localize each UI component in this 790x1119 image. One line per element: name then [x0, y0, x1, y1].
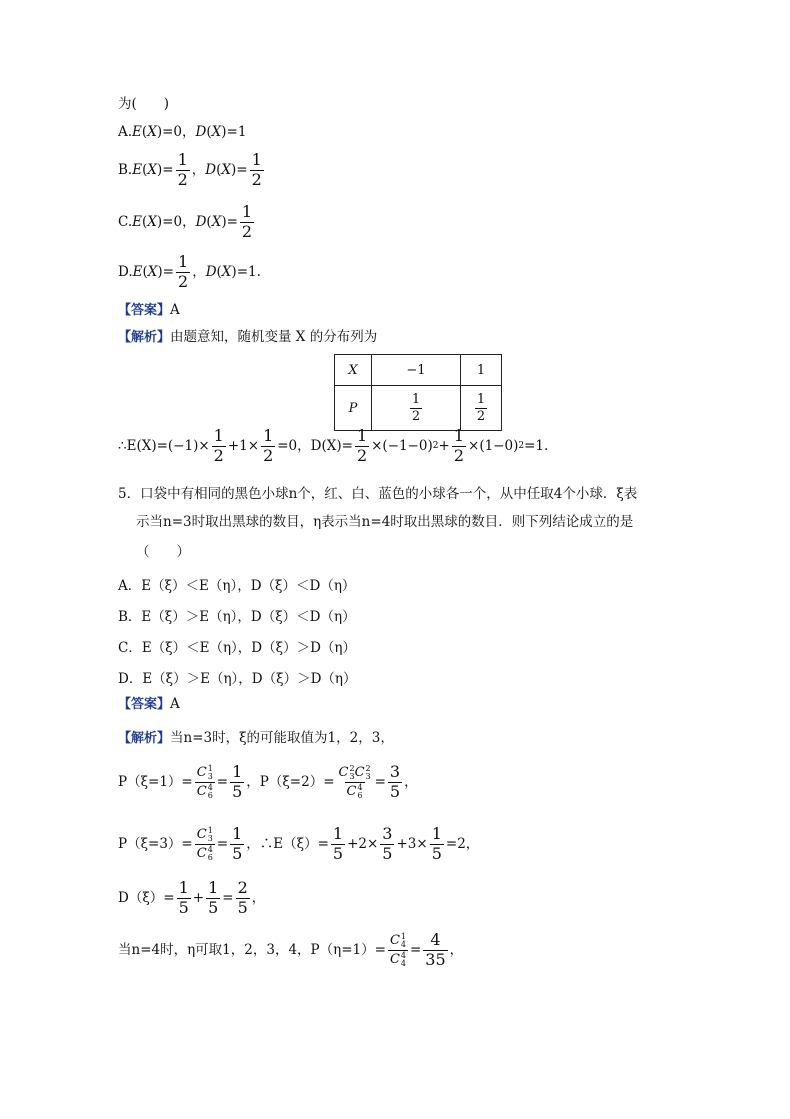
table-row-label-p: P: [335, 386, 372, 431]
table-header-x: X: [335, 355, 372, 386]
q4-option-c: C. E ( X )= 0 ， D ( X )= $\frac{1}{2}$: [118, 202, 253, 241]
q4-calculation: ∴ E(X)=(−1)× $\frac{1}{2}$ +1× $\frac{1}{2}$ =0，D(X)= $\frac{1}{2}$ ×(−1−0) 2 + $\frac{1}{2}$ ×(1−0) 2 =1.: [118, 426, 549, 465]
q5-stem-line1: 5．口袋中有相同的黑色小球n个，红、白、蓝色的小球各一个，从中任取4个小球．ξ表: [118, 486, 638, 502]
q5-option-a: A．E（ξ）＜E（η），D（ξ）＜D（η）: [118, 578, 356, 594]
q4-option-b: B. E ( X )= $\frac{1}{2}$ ， D ( X )= $\frac{1}{2}$: [118, 150, 262, 189]
q5-prob-line2: P（ξ=3）= C 1 3 C 4 6 = $\frac{1}{5}$ ，∴E（ξ）= $\frac{1}{5}$ +2× $\frac{3}{5}$ +3× $\frac{1}{5}$ =2，: [118, 824, 480, 863]
q5-stem-line2: 示当n=3时取出黑球的数目，η表示当n=4时取出黑球的数目．则下列结论成立的是: [136, 514, 634, 530]
q5-eta-line: 当n=4时，η可取1，2，3，4，P（η=1）= C 1 4 C 4 4 = $\frac{4}{35}$ ，: [118, 930, 464, 969]
q4-answer: 【答案】 A: [118, 302, 180, 319]
q5-variance-line: D（ξ）= $\frac{1}{5}$ + $\frac{1}{5}$ = $\frac{2}{5}$ ，: [118, 878, 266, 917]
table-header-one: 1: [461, 355, 502, 386]
q4-analysis: 【解析】 由题意知，随机变量 X 的分布列为: [118, 329, 378, 346]
table-cell-p1: $\frac{1}{2}$: [372, 386, 461, 431]
distribution-table: [334, 354, 502, 431]
q5-option-b: B．E（ξ）＞E（η），D（ξ）＜D（η）: [118, 609, 356, 625]
q4-option-a: A. E ( X )= 0 ， D ( X )= 1: [118, 124, 247, 140]
q5-option-c: C．E（ξ）＜E（η），D（ξ）＞D（η）: [118, 640, 356, 656]
q5-option-d: D．E（ξ）＞E（η），D（ξ）＞D（η）: [118, 671, 357, 687]
q4-option-d: D. E ( X )= $\frac{1}{2}$ ， D ( X )= 1.: [118, 252, 261, 291]
q5-analysis-line1: 【解析】 当n=3时，ξ的可能取值为1，2，3，: [118, 730, 394, 747]
table-header-minus-one: −1: [372, 355, 461, 386]
q5-answer: 【答案】 A: [118, 696, 180, 713]
q5-stem-line3: （ ）: [136, 544, 190, 560]
table-cell-p2: $\frac{1}{2}$: [461, 386, 502, 431]
q4-stem-end: 为( ): [118, 96, 170, 112]
q5-prob-line1: P（ξ=1）= C 1 3 C 4 6 = $\frac{1}{5}$ ，P（ξ=2）= C 2 3 C 2 3 C 4 6 = $\frac{3}{5}$ ，: [118, 762, 418, 801]
